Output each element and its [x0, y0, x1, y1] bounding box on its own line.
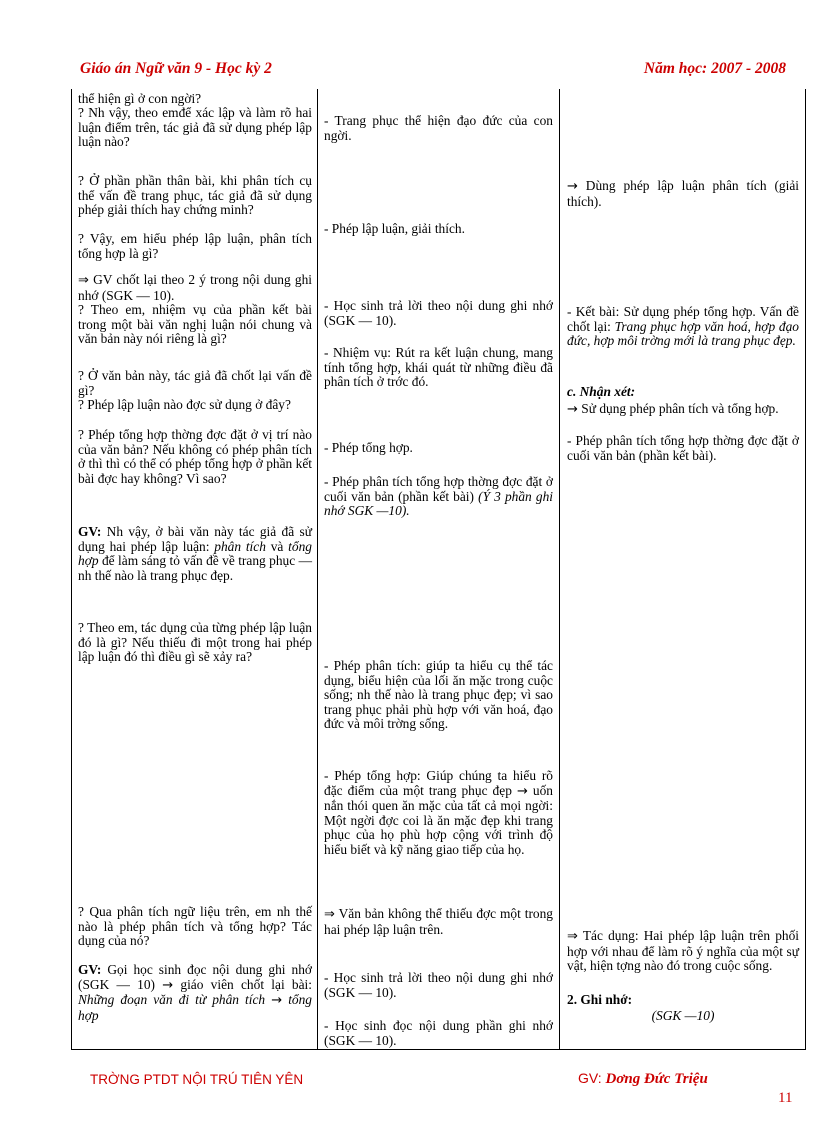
- arrow-icon: →: [162, 977, 174, 993]
- student-answer: - Học sinh đọc nội dung phần ghi nhớ (SGK — 10).: [324, 1018, 553, 1048]
- arrow-icon: →: [516, 783, 528, 799]
- student-answer: ⇒ Văn bản không thể thiếu đợc một trong hai phép lập luận trên.: [324, 906, 553, 937]
- lesson-table: [71, 89, 806, 1050]
- content-heading: 2. Ghi nhớ:: [567, 992, 633, 1007]
- footer-teacher: GV: Dơng Đức Triệu: [578, 1070, 708, 1087]
- student-answer: - Phép lập luận, giải thích.: [324, 221, 465, 236]
- teacher-question: ? Vậy, em hiểu phép lập luận, phân tích tổng hợp là gì?: [78, 231, 312, 261]
- teacher-question: ? Theo em, nhiệm vụ của phần kết bài trong một bài văn nghị luận nói chung và văn bản này nói riêng là gì?: [78, 302, 312, 347]
- column-divider-1: [317, 89, 318, 1049]
- implies-icon: ⇒: [324, 907, 335, 922]
- teacher-question: ? Phép tổng hợp thờng đợc đặt ở vị trí nào của văn bản? Nếu không có phép phân tích ở thì thì có thể có phép tổng hợp ở phần kết bài đợc hay không? Vì sao?: [78, 427, 312, 486]
- header-subject: Giáo án Ngữ văn 9 - Học kỳ 2: [80, 60, 272, 77]
- student-answer: - Học sinh trả lời theo nội dung ghi nhớ (SGK — 10).: [324, 298, 553, 328]
- page-number: 11: [778, 1090, 793, 1106]
- implies-icon: ⇒: [78, 273, 89, 288]
- content-note: - Kết bài: Sử dụng phép tổng hợp. Vấn đề chốt lại: Trang phục hợp văn hoá, hợp đạo đức, hợp môi trờng mới là trang phục đẹp.: [567, 304, 799, 349]
- student-answer: - Trang phục thể hiện đạo đức của con ngời.: [324, 113, 553, 143]
- arrow-icon: →: [271, 993, 283, 1009]
- teacher-question: ? Ở văn bản này, tác giả đã chốt lại vấn đề gì?: [78, 368, 312, 398]
- column-divider-2: [559, 89, 560, 1049]
- teacher-summary: GV: Nh vậy, ở bài văn này tác giả đã sử dụng hai phép lập luận: phân tích và tổng hợp để làm sáng tỏ vấn đề về trang phục — nh thế nào là trang phục đẹp.: [78, 524, 312, 583]
- teacher-question: ? Qua phân tích ngữ liệu trên, em nh thế nào là phép phân tích và tổng hợp? Tác dụng của nó?: [78, 904, 312, 949]
- teacher-question: thể hiện gì ở con ngời?: [78, 91, 202, 106]
- teacher-conclusion: ⇒ GV chốt lại theo 2 ý trong nội dung ghi nhớ (SGK — 10).: [78, 272, 312, 303]
- arrow-icon: →: [567, 402, 578, 417]
- content-heading: c. Nhận xét:: [567, 384, 636, 399]
- implies-icon: ⇒: [567, 929, 578, 944]
- student-answer: - Phép tổng hợp.: [324, 440, 413, 455]
- student-answer: - Học sinh trả lời theo nội dung ghi nhớ (SGK — 10).: [324, 970, 553, 1000]
- teacher-question: ? Ở phần phần thân bài, khi phân tích cụ thể vấn đề trang phục, tác giả đã sử dụng phép giải thích hay chứng minh?: [78, 173, 312, 218]
- teacher-instruction: GV: Gọi học sinh đọc nội dung ghi nhớ (SGK — 10) → giáo viên chốt lại bài: Những đoạn văn đi từ phân tích → tổng hợp: [78, 962, 312, 1023]
- teacher-question: ? Phép lập luận nào đợc sử dụng ở đây?: [78, 397, 291, 412]
- content-note: → Dùng phép lập luận phân tích (giải thích).: [567, 178, 799, 209]
- footer-school: TRỜNG PTDT NỘI TRÚ TIÊN YÊN: [90, 1072, 304, 1087]
- content-note: (SGK —10): [651, 1008, 715, 1023]
- teacher-question: ? Nh vậy, theo emđể xác lập và làm rõ hai luận điểm trên, tác giả đã sử dụng phép lập luận nào?: [78, 105, 312, 150]
- content-note: - Phép phân tích tổng hợp thờng đợc đặt ở cuối văn bản (phần kết bài).: [567, 433, 799, 463]
- arrow-icon: →: [567, 179, 578, 194]
- student-answer: - Phép phân tích: giúp ta hiểu cụ thể tác dụng, biểu hiện của lối ăn mặc trong cuộc sống; nh thế nào là trang phục đẹp; vì sao trang phục phải phù hợp với văn hoá, đạo đức và môi trờng sống.: [324, 658, 553, 732]
- student-answer: - Phép phân tích tổng hợp thờng đợc đặt ở cuối văn bản (phần kết bài) (Ý 3 phần ghi nhớ SGK —10).: [324, 474, 553, 519]
- teacher-question: ? Theo em, tác dụng của từng phép lập luận đó là gì? Nếu thiếu đi một trong hai phép lập luận đó thì điều gì sẽ xảy ra?: [78, 620, 312, 665]
- student-answer: - Nhiệm vụ: Rút ra kết luận chung, mang tính tổng hợp, khái quát từ những điều đã phân tích ở trớc đó.: [324, 345, 553, 390]
- header-year: Năm học: 2007 - 2008: [643, 60, 786, 77]
- student-answer: - Phép tổng hợp: Giúp chúng ta hiểu rõ đặc điểm của một trang phục đẹp → uốn nắn thói quen ăn mặc của tất cả mọi ngời: Một ngời đợc coi là ăn mặc đẹp khi trang phục của họ phù hợp cộng với trình độ hiểu biết và kỹ năng giao tiếp của họ.: [324, 768, 553, 857]
- content-note: ⇒ Tác dụng: Hai phép lập luận trên phối hợp với nhau để làm rõ ý nghĩa của một sự vật, hiện tợng nào đó trong cuộc sống.: [567, 928, 800, 974]
- content-note: → Sử dụng phép phân tích và tổng hợp.: [567, 401, 779, 417]
